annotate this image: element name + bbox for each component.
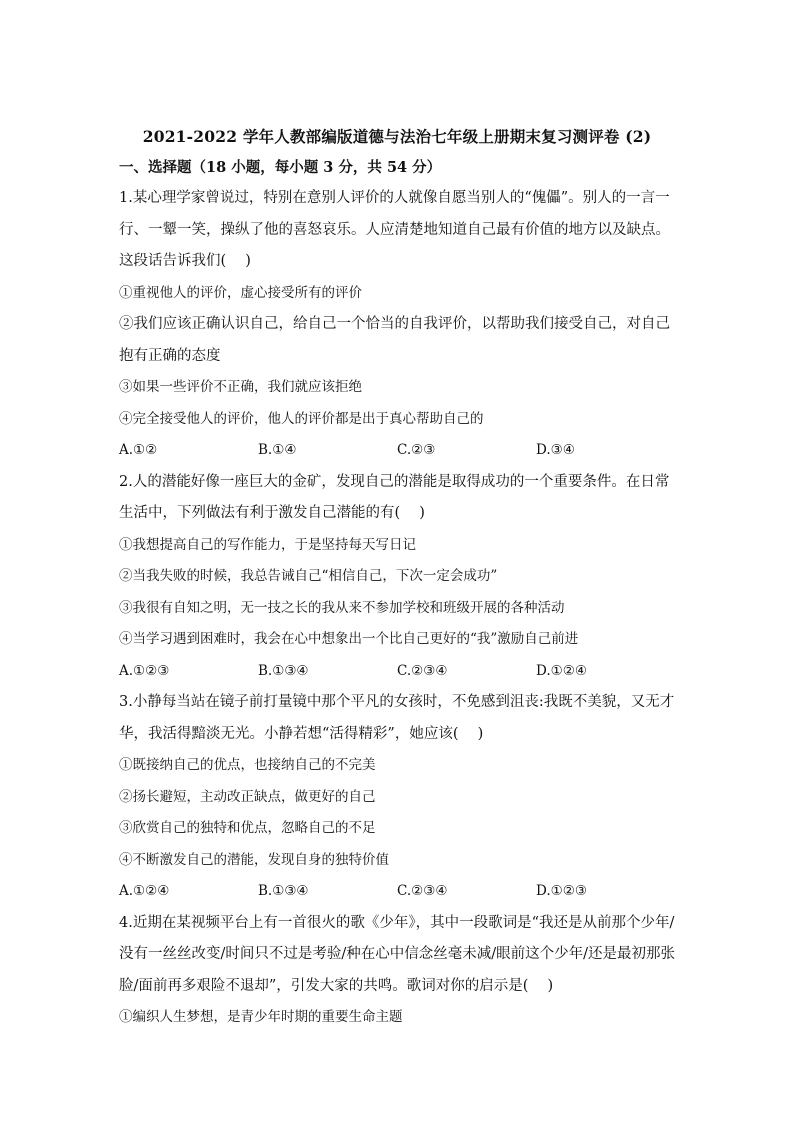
option-statement: ②当我失败的时候，我总告诫自己“相信自己，下次一定会成功” <box>119 568 498 584</box>
option-statement: ①既接纳自己的优点，也接纳自己的不完美 <box>119 757 376 773</box>
option-statement: ④不断激发自己的潜能，发现自身的独特价值 <box>119 851 389 868</box>
question-stem: 2.人的潜能好像一座巨大的金矿，发现自己的潜能是取得成功的一个重要条件。在日常生活中，下列做法有利于激发自己潜能的有( ) <box>119 473 670 521</box>
choice-b[interactable]: B.①③④ <box>258 662 309 679</box>
question-1 <box>119 183 677 467</box>
question-stem: 3.小静每当站在镜子前打量镜中那个平凡的女孩时，不免感到沮丧:我既不美貌，又无才华，我活得黯淡无光。小静若想“活得精彩”，她应该( ) <box>119 694 675 742</box>
choice-b[interactable]: B.①③④ <box>258 883 309 899</box>
option-statement: ②扬长避短，主动改正缺点，做更好的自己 <box>119 788 376 805</box>
question-3 <box>119 687 677 908</box>
answer-choices <box>119 435 677 467</box>
choice-a[interactable]: A.①②③ <box>119 662 170 679</box>
option-statement: ③欣赏自己的独特和优点，忽略自己的不足 <box>119 820 376 836</box>
option-statement: ②我们应该正确认识自己，给自己一个恰当的自我评价，以帮助我们接受自己，对自己抱有正确的态度 <box>119 316 670 364</box>
answer-choices <box>119 876 677 908</box>
option-statement: ③我很有自知之明，无一技之长的我从来不参加学校和班级开展的各种活动 <box>119 599 565 616</box>
question-stem: 1.某心理学家曾说过，特别在意别人评价的人就像自愿当别人的“傀儡”。别人的一言一行、一颦一笑，操纵了他的喜怒哀乐。人应清楚地知道自己最有价值的地方以及缺点。这段话告诉我们( ) <box>119 190 670 269</box>
choice-c[interactable]: C.②③④ <box>397 662 448 679</box>
choice-c[interactable]: C.②③④ <box>397 883 448 899</box>
option-statement: ③如果一些评价不正确，我们就应该拒绝 <box>119 379 362 395</box>
question-4 <box>119 908 677 1034</box>
page-title: 2021-2022 学年人教部编版道德与法治七年级上册期末复习测评卷 (2) <box>142 127 652 146</box>
option-statement: ④完全接受他人的评价，他人的评价都是出于真心帮助自己的 <box>119 410 484 427</box>
answer-choices <box>119 656 677 688</box>
option-statement: ④当学习遇到困难时，我会在心中想象出一个比自己更好的“我”激励自己前进 <box>119 631 579 647</box>
option-statement: ①编织人生梦想，是青少年时期的重要生命主题 <box>119 1009 403 1025</box>
choice-b[interactable]: B.①④ <box>258 442 297 458</box>
option-statement: ①重视他人的评价，虚心接受所有的评价 <box>119 284 362 301</box>
section-heading: 一、选择题（18 小题，每小题 3 分，共 54 分） <box>119 159 442 176</box>
choice-d[interactable]: D.①②④ <box>536 662 587 679</box>
question-stem: 4.近期在某视频平台上有一首很火的歌《少年》，其中一段歌词是“我还是从前那个少年/没有一丝丝改变/时间只不过是考验/种在心中信念丝毫未减/眼前这个少年/还是最初那张脸/面前再多艰险不退却”，引发大家的共鸣。歌词对你的启示是( ) <box>119 914 676 994</box>
choice-a[interactable]: A.①② <box>119 442 158 458</box>
question-list <box>119 183 677 1034</box>
choice-c[interactable]: C.②③ <box>397 442 436 458</box>
choice-a[interactable]: A.①②④ <box>119 883 170 899</box>
question-2 <box>119 467 677 688</box>
option-statement: ①我想提高自己的写作能力，于是坚持每天写日记 <box>119 536 416 553</box>
choice-d[interactable]: D.①②③ <box>536 883 587 899</box>
choice-d[interactable]: D.③④ <box>536 442 575 458</box>
